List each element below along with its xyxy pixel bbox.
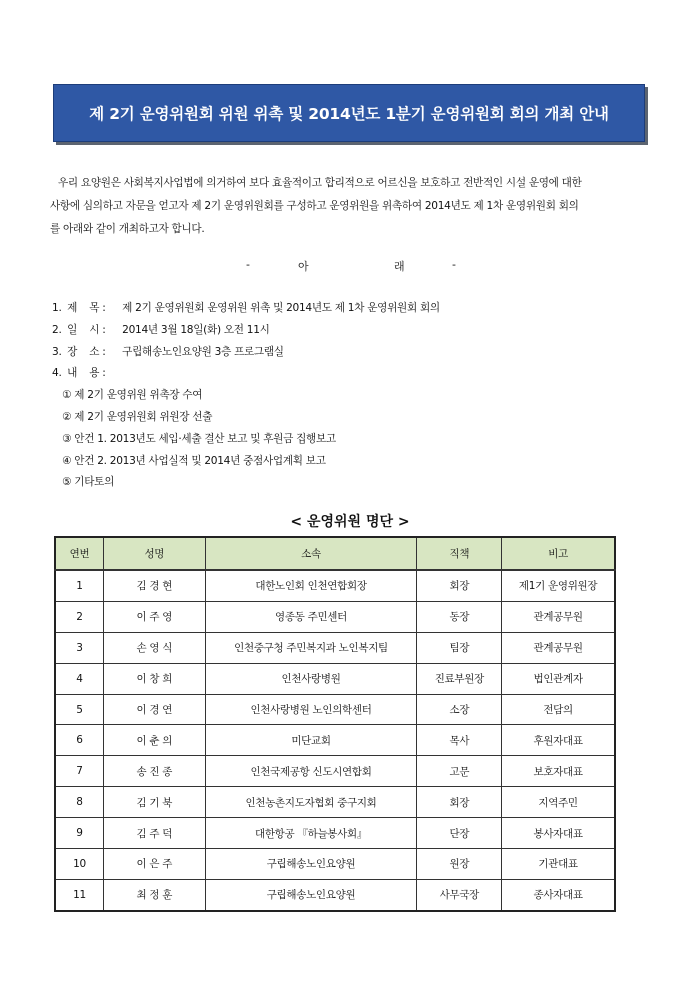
member-position: 동장 xyxy=(417,601,502,632)
member-note: 봉사자대표 xyxy=(502,818,615,849)
member-note: 기관대표 xyxy=(502,849,615,880)
table-row xyxy=(55,632,615,663)
member-note: 관계공무원 xyxy=(502,601,615,632)
member-position: 진료부원장 xyxy=(417,663,502,694)
item-value: 구립해송노인요양원 3층 프로그램실 xyxy=(122,345,284,358)
member-no: 6 xyxy=(55,725,103,756)
item-number: 4. xyxy=(52,367,62,380)
agenda-item-datetime xyxy=(52,320,652,342)
member-note: 관계공무원 xyxy=(502,632,615,663)
member-note: 후원자대표 xyxy=(502,725,615,756)
member-no: 3 xyxy=(55,632,103,663)
member-name: 손 영 식 xyxy=(103,632,205,663)
member-name: 김 경 현 xyxy=(103,570,205,601)
table-row xyxy=(55,756,615,787)
table-row xyxy=(55,663,615,694)
table-row xyxy=(55,849,615,880)
member-note: 지역주민 xyxy=(502,787,615,818)
document-title-text: 제 2기 운영위원회 위원 위촉 및 2014년도 1분기 운영위원회 회의 개최 안내 xyxy=(89,105,609,123)
member-no: 2 xyxy=(55,601,103,632)
member-no: 1 xyxy=(55,570,103,601)
intro-line: 사항에 심의하고 자문을 얻고자 제 2기 운영위원회를 구성하고 운영위원을 위촉하여 2014년도 제 1차 운영위원회 회의 xyxy=(50,200,579,212)
header-name: 성명 xyxy=(103,537,205,570)
ara-heading xyxy=(0,258,700,276)
member-table-title: < 운영위원 명단 > xyxy=(290,514,410,530)
member-affiliation: 인천사랑병원 노인의학센터 xyxy=(205,694,417,725)
ara-a: 아 xyxy=(298,260,309,273)
item-number: 1. xyxy=(52,302,62,314)
member-position: 원장 xyxy=(417,849,502,880)
header-position: 직책 xyxy=(417,537,502,570)
member-affiliation: 대한노인회 인천연합회장 xyxy=(205,570,417,601)
member-affiliation: 구립해송노인요양원 xyxy=(205,849,417,880)
sub-item: ③ 안건 1. 2013년도 세입·세출 결산 보고 및 후원금 집행보고 xyxy=(62,432,336,445)
item-label: 제 목 : xyxy=(67,302,106,314)
member-note: 보호자대표 xyxy=(502,756,615,787)
sub-item: ① 제 2기 운영위원 위촉장 수여 xyxy=(62,389,203,402)
member-affiliation: 대한항공 『하늘봉사회』 xyxy=(205,818,417,849)
member-name: 송 진 종 xyxy=(103,756,205,787)
member-name: 김 주 덕 xyxy=(103,818,205,849)
member-position: 회장 xyxy=(417,787,502,818)
member-name: 이 창 희 xyxy=(103,663,205,694)
member-position: 단장 xyxy=(417,818,502,849)
member-no: 5 xyxy=(55,694,103,725)
member-name: 이 주 영 xyxy=(103,601,205,632)
member-affiliation: 미단교회 xyxy=(205,725,417,756)
member-note: 종사자대표 xyxy=(502,879,615,910)
document-title xyxy=(53,84,645,142)
item-label: 일 시 : xyxy=(67,323,106,336)
header-note: 비고 xyxy=(502,537,615,570)
intro-paragraph xyxy=(50,172,656,241)
item-number: 3. xyxy=(52,345,62,358)
sub-item: ④ 안건 2. 2013년 사업실적 및 2014년 중점사업계획 보고 xyxy=(62,454,326,467)
table-row xyxy=(55,570,615,601)
member-no: 9 xyxy=(55,818,103,849)
member-name: 김 기 북 xyxy=(103,787,205,818)
member-position: 고문 xyxy=(417,756,502,787)
member-no: 4 xyxy=(55,663,103,694)
member-name: 이 춘 의 xyxy=(103,725,205,756)
ara-rae: 래 xyxy=(394,260,405,273)
member-position: 사무국장 xyxy=(417,879,502,910)
member-position: 팀장 xyxy=(417,632,502,663)
member-name: 이 은 주 xyxy=(103,849,205,880)
agenda-item-title xyxy=(52,298,652,320)
table-row xyxy=(55,879,615,910)
item-number: 2. xyxy=(52,323,62,336)
member-note: 제1기 운영위원장 xyxy=(502,570,615,601)
member-position: 회장 xyxy=(417,570,502,601)
item-label: 장 소 : xyxy=(67,345,106,358)
header-affiliation: 소속 xyxy=(205,537,417,570)
item-value: 제 2기 운영위원회 운영위원 위촉 및 2014년도 제 1차 운영위원회 회의 xyxy=(122,302,440,314)
member-affiliation: 인천중구청 주민복지과 노인복지팀 xyxy=(205,632,417,663)
agenda-items xyxy=(52,298,652,494)
agenda-item-contents xyxy=(52,363,652,385)
header-no: 연번 xyxy=(55,537,103,570)
member-no: 11 xyxy=(55,879,103,910)
member-affiliation: 인천사랑병원 xyxy=(205,663,417,694)
table-row xyxy=(55,787,615,818)
item-value: 2014년 3월 18일(화) 오전 11시 xyxy=(122,323,270,336)
member-affiliation: 영종동 주민센터 xyxy=(205,601,417,632)
member-name: 최 정 훈 xyxy=(103,879,205,910)
member-name: 이 경 연 xyxy=(103,694,205,725)
member-no: 7 xyxy=(55,756,103,787)
table-row xyxy=(55,601,615,632)
member-no: 10 xyxy=(55,849,103,880)
agenda-item-place xyxy=(52,342,652,364)
intro-line: 우리 요양원은 사회복지사업법에 의거하여 보다 효율적이고 합리적으로 어르신을 보호하고 전반적인 시설 운영에 대한 xyxy=(58,177,582,189)
ara-dash-right: - xyxy=(452,258,456,271)
item-label: 내 용 : xyxy=(67,367,106,380)
member-no: 8 xyxy=(55,787,103,818)
intro-line: 를 아래와 같이 개최하고자 합니다. xyxy=(50,223,205,235)
member-affiliation: 구립해송노인요양원 xyxy=(205,879,417,910)
member-position: 소장 xyxy=(417,694,502,725)
member-note: 전담의 xyxy=(502,694,615,725)
member-note: 법인관계자 xyxy=(502,663,615,694)
ara-dash-left: - xyxy=(246,258,250,271)
table-row xyxy=(55,725,615,756)
member-affiliation: 인천농촌지도자협회 중구지회 xyxy=(205,787,417,818)
member-affiliation: 인천국제공항 신도시연합회 xyxy=(205,756,417,787)
member-position: 목사 xyxy=(417,725,502,756)
sub-item: ⑤ 기타토의 xyxy=(62,476,114,489)
table-row xyxy=(55,818,615,849)
table-row xyxy=(55,694,615,725)
table-header-row xyxy=(55,537,615,570)
member-table xyxy=(54,536,616,912)
sub-item: ② 제 2기 운영위원회 위원장 선출 xyxy=(62,410,213,423)
